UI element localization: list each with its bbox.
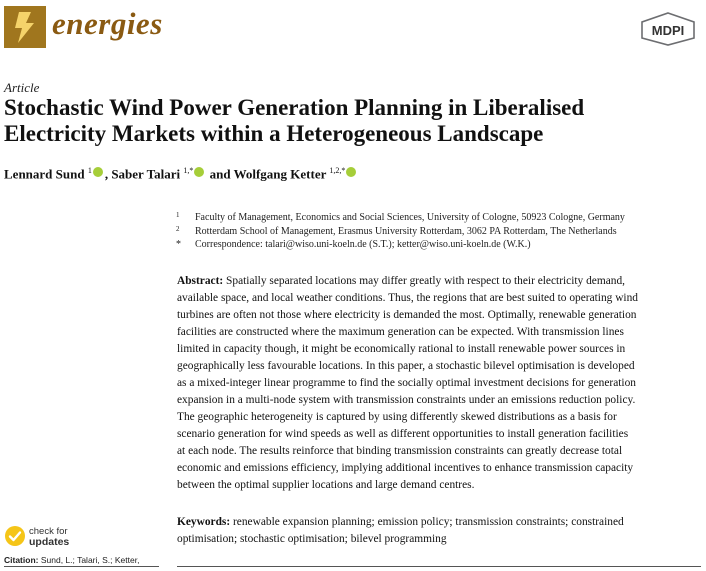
affiliation-text: Rotterdam School of Management, Erasmus University Rotterdam, 3062 PA Rotterdam, The Netherlands [195,225,617,237]
author-name[interactable]: Lennard Sund [4,166,85,182]
abstract-line: limited in capacity though, it might be economically rational to install renewable power sources in [177,343,626,355]
abstract-line: expansion in a multi-node system with transmission constraints under an emissions reduction policy. [177,394,636,406]
title-line: Electricity Markets within a Heterogeneous Landscape [4,121,544,146]
citation [4,555,139,565]
keywords-label: Keywords: [177,516,231,528]
author-name[interactable]: Saber Talari [111,166,181,182]
content-divider [177,566,701,567]
correspondence-mark: * [176,239,181,250]
affiliations [176,211,696,252]
orcid-icon[interactable] [194,167,204,177]
author-separator: and [206,166,234,182]
author-name[interactable]: Wolfgang Ketter [233,166,327,182]
article-title [4,95,704,147]
orcid-icon[interactable] [346,167,356,177]
correspondence [176,238,696,252]
check-for-updates-line2: updates [29,536,70,548]
author-list [4,166,358,182]
abstract-line: scenario generation for wind speeds as well as different opportunities to install generation facilities [177,428,629,440]
abstract-line: facilities are constructed where the maximum generation can be expected. With transmission lines [177,326,624,338]
abstract-line: between the optimal supplier locations and large demand centres. [177,479,475,491]
affiliation [176,211,696,225]
check-for-updates-icon[interactable] [4,525,26,547]
keywords [177,514,701,548]
keywords-text: renewable expansion planning; emission policy; transmission constraints; constrained [233,516,624,528]
affiliation-mark: 2 [176,224,180,233]
mdpi-logo[interactable] [640,12,696,46]
abstract-line: The geographic heterogeneity is captured by using differently skewed distributions as a basis for [177,411,617,423]
keywords-line: optimisation; stochastic optimisation; bilevel programming [177,533,447,545]
affiliation [176,225,696,239]
author-separator: , [104,166,112,182]
abstract-text: Spatially separated locations may differ greatly with respect to their electricity demand, [226,275,625,287]
keywords-line [177,514,701,531]
title-line: Stochastic Wind Power Generation Planning in Liberalised [4,95,585,120]
check-for-updates-line1: check for [29,526,68,537]
author-affil-mark: 1,* [183,166,194,175]
abstract-line: at each node. The results reinforce that binding transmission constraints can greatly decrease total [177,445,623,457]
abstract-line: geographically less favourable locations. In this paper, a stochastic bilevel optimisation is developed [177,360,635,372]
author-affil-mark: 1,2,* [329,166,346,175]
article-type: Article [4,80,40,95]
lightning-bolt-icon [4,6,46,48]
author-affil-mark: 1 [87,166,92,175]
journal-name[interactable]: energies [52,6,163,41]
orcid-icon[interactable] [93,167,103,177]
abstract [177,273,701,494]
abstract-label: Abstract: [177,275,224,287]
abstract-line: available space, and local weather conditions. Thus, the regions that are best suited to operating wind [177,292,638,304]
abstract-line [177,273,701,290]
abstract-line: economic and emissions efficiency, implying additional incentives to enhance transmission capacity [177,462,634,474]
sidebar-divider [4,566,159,567]
citation-text: Sund, L.; Talari, S.; Ketter, [40,555,140,565]
mdpi-logo-text: MDPI [651,23,685,38]
journal-logo [4,6,46,48]
abstract-line: turbines are often not those where electricity is demanded the most. Optimally, renewable generation [177,309,637,321]
citation-label: Citation: [4,555,39,565]
check-for-updates-button[interactable] [29,527,69,548]
affiliation-text: Faculty of Management, Economics and Social Sciences, University of Cologne, 50923 Cologne, Germany [195,212,625,223]
abstract-line: as a mixed-integer linear programme to find the socially optimal investment decisions for generation [177,377,636,389]
correspondence-text[interactable]: Correspondence: talari@wiso.uni-koeln.de (S.T.); ketter@wiso.uni-koeln.de (W.K.) [195,239,531,250]
affiliation-mark: 1 [176,211,180,219]
